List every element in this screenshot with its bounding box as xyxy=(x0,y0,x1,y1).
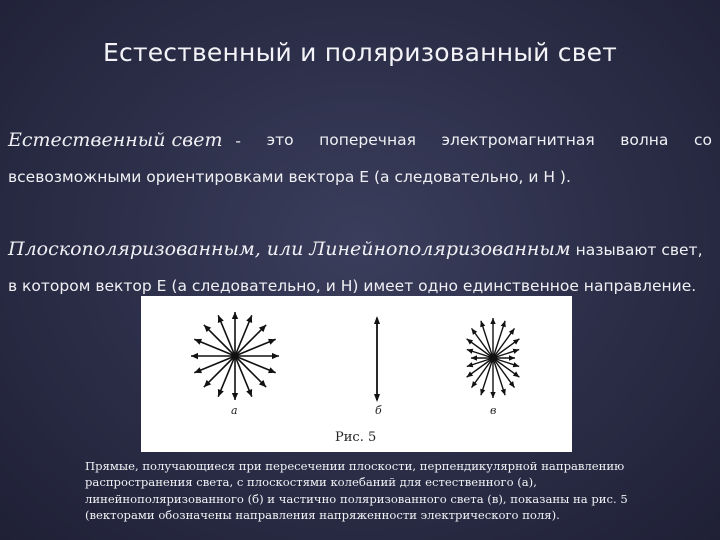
natural-light-definition xyxy=(8,122,712,195)
slide-title: Естественный и поляризованный свет xyxy=(103,38,617,67)
vector-arrowhead xyxy=(513,362,520,367)
vector-arrowhead xyxy=(191,353,198,359)
vector-arrowhead xyxy=(232,393,238,400)
vector-arrowhead xyxy=(467,339,474,345)
polarized-light-term: Плоскополяризованным, или Линейнополяризованным xyxy=(8,238,571,260)
polarization-diagram xyxy=(141,296,572,452)
polarization-figure xyxy=(141,296,572,452)
definition-word: электромагнитная xyxy=(441,131,595,149)
vector-arrowhead xyxy=(513,339,520,345)
vector-arrowhead xyxy=(509,355,515,360)
vector-arrowhead xyxy=(471,355,477,360)
natural-light-line-2: всевозможными ориентировками вектора E (а следовательно, и H ). xyxy=(8,168,571,186)
polarized-light-line-2: в котором вектор E (а следовательно, и H) имеет одно единственное направление. xyxy=(8,277,697,295)
natural-light-line-1 xyxy=(8,122,712,159)
vector-arrowhead xyxy=(480,321,485,328)
vector-arrowhead xyxy=(513,371,520,377)
vector-arrowhead xyxy=(467,371,474,377)
definition-word: поперечная xyxy=(319,131,416,149)
natural-light-term: Естественный свет xyxy=(8,129,223,151)
natural-light-term-group xyxy=(8,122,241,159)
partially-polarized-star xyxy=(467,318,520,398)
panel-label-c: в xyxy=(490,404,497,417)
natural-light-star xyxy=(191,312,279,400)
panel-label-b: б xyxy=(375,404,382,417)
vector-arrowhead xyxy=(232,312,238,319)
vector-arrowhead xyxy=(513,349,520,354)
definition-word: это xyxy=(266,131,294,149)
vector-arrowhead xyxy=(501,389,506,396)
figure-caption: Прямые, получающиеся при пересечении плоскости, перпендикулярной направлению распространения света, с плоскостями колебаний для естественного (а), линейнополяризованного (б) и частично поляризованного света (в), показаны на рис. 5 (векторами обозначены направления напряженности электрического поля). xyxy=(85,459,628,523)
panel-label-a: а xyxy=(231,404,238,417)
vector-arrowhead xyxy=(272,353,279,359)
polarized-light-rest: называют свет, xyxy=(570,241,703,259)
definition-dash: - xyxy=(235,132,242,150)
vector-arrowhead xyxy=(490,318,495,324)
vector-arrowhead xyxy=(467,349,474,354)
polarized-light-line-1 xyxy=(8,228,714,271)
polarized-light-definition xyxy=(8,228,714,301)
definition-word: со xyxy=(693,131,712,149)
vector-arrowhead xyxy=(480,389,485,396)
linear-polarized-vector xyxy=(374,316,380,402)
vector-arrowhead xyxy=(467,362,474,367)
vector-arrowhead xyxy=(490,392,495,398)
definition-word: волна xyxy=(620,131,669,149)
vector-arrowhead xyxy=(501,321,506,328)
figure-label: Рис. 5 xyxy=(335,430,377,445)
